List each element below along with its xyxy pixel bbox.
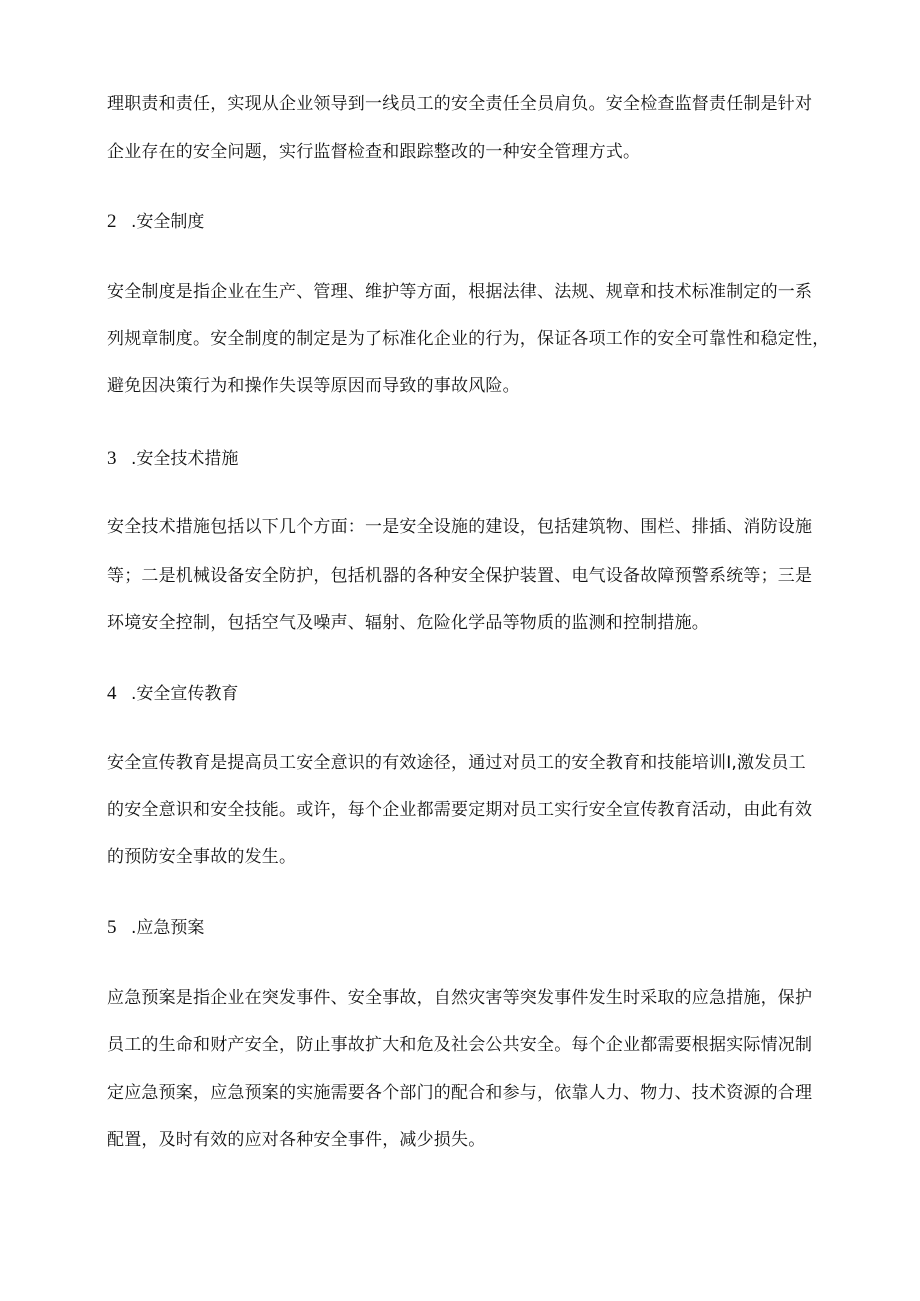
- section-number: 3: [107, 448, 117, 469]
- paragraph-line: 安全制度是指企业在生产、管理、维护等方面，根据法律、法规、规章和技术标准制定的一系: [107, 282, 813, 302]
- paragraph-line: 的预防安全事故的发生。: [107, 847, 297, 867]
- section-number: 5: [107, 917, 117, 938]
- paragraph-line: 应急预案是指企业在突发事件、安全事故，自然灾害等突发事件发生时采取的应急措施，保护: [107, 988, 813, 1008]
- section-number: 2: [107, 211, 117, 232]
- paragraph-line: 列规章制度。安全制度的制定是为了标准化企业的行为，保证各项工作的安全可靠性和稳定性，: [107, 329, 830, 349]
- paragraph-line: 环境安全控制，包括空气及噪声、辐射、危险化学品等物质的监测和控制措施。: [107, 613, 709, 633]
- paragraph-line: 企业存在的安全问题，实行监督检查和跟踪整改的一种安全管理方式。: [107, 142, 641, 162]
- section-heading: [107, 918, 204, 938]
- paragraph-line: 配置，及时有效的应对各种安全事件，减少损失。: [107, 1130, 486, 1150]
- paragraph-line: 的安全意识和安全技能。或许，每个企业都需要定期对员工实行安全宣传教育活动，由此有效: [107, 800, 813, 820]
- paragraph-line: 理职责和责任，实现从企业领导到一线员工的安全责任全员肩负。安全检查监督责任制是针对: [107, 94, 813, 114]
- section-title: .应急预案: [131, 918, 205, 938]
- section-number: 4: [107, 683, 117, 704]
- paragraph-line: 定应急预案，应急预案的实施需要各个部门的配合和参与，依靠人力、物力、技术资源的合理: [107, 1083, 813, 1103]
- section-title: .安全宣传教育: [131, 684, 239, 704]
- section-title: .安全制度: [131, 212, 205, 232]
- section-title: .安全技术措施: [131, 449, 239, 469]
- paragraph-line: 等；二是机械设备安全防护，包括机器的各种安全保护装置、电气设备故障预警系统等；三是: [107, 566, 813, 586]
- paragraph-line: 安全技术措施包括以下几个方面：一是安全设施的建设，包括建筑物、围栏、排插、消防设施: [107, 517, 813, 537]
- paragraph-line: 安全宣传教育是提高员工安全意识的有效途径，通过对员工的安全教育和技能培训I,激发员工: [107, 753, 806, 773]
- section-heading: [107, 212, 204, 232]
- paragraph-line: 员工的生命和财产安全，防止事故扩大和危及社会公共安全。每个企业都需要根据实际情况制: [107, 1035, 813, 1055]
- section-heading: [107, 449, 238, 469]
- paragraph-line: 避免因决策行为和操作失误等原因而导致的事故风险。: [107, 376, 520, 396]
- section-heading: [107, 684, 238, 704]
